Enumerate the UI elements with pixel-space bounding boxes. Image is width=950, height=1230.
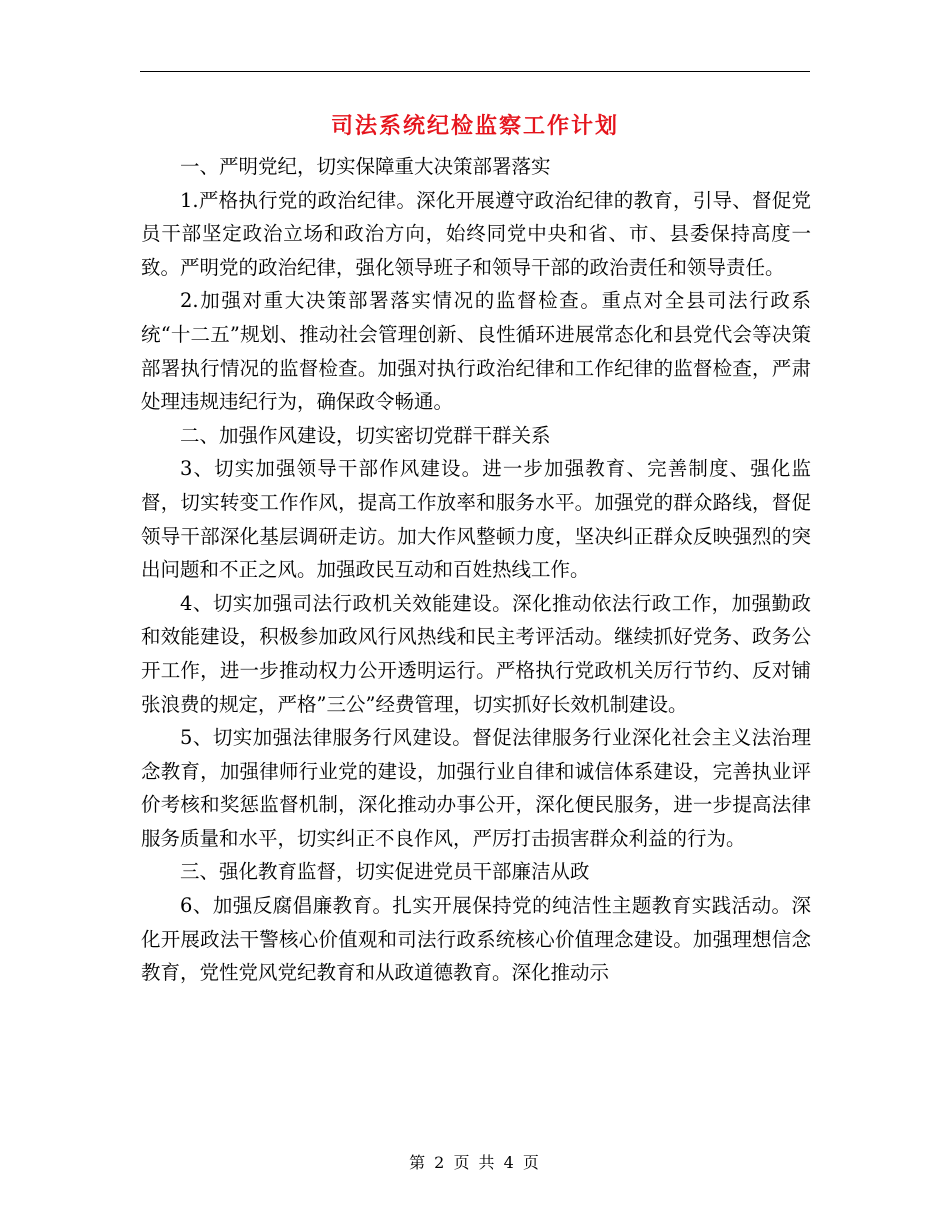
section-heading-3: 三、强化教育监督，切实促进党员干部廉洁从政: [180, 860, 590, 884]
document-title: 司法系统纪检监察工作计划: [330, 113, 619, 139]
header-rule: [140, 71, 810, 72]
section-heading-1: 一、严明党纪，切实保障重大决策部署落实: [180, 155, 551, 178]
paragraph: 1.严格执行党的政治纪律。深化开展遵守政治纪律的教育，引导、督促党员干部坚定政治立场和政治方向，始终同党中央和省、市、县委保持高度一致。严明党的政治纪律，强化领导班子和领导干部的政治责任和领导责任。: [141, 188, 811, 279]
page-footer: 第 2 页 共 4 页: [409, 1153, 541, 1172]
paragraph: 3、切实加强领导干部作风建设。进一步加强教育、完善制度、强化监督，切实转变工作作风，提高工作放率和服务水平。加强党的群众路线，督促领导干部深化基层调研走访。加大作风整顿力度，坚决纠正群众反映强烈的突出问题和不正之风。加强政民互动和百姓热线工作。: [141, 457, 811, 582]
section-heading-2: 二、加强作风建设，切实密切党群干群关系: [180, 423, 551, 447]
paragraph: 5、切实加强法律服务行风建设。督促法律服务行业深化社会主义法治理念教育，加强律师行业党的建设，加强行业自律和诚信体系建设，完善执业评价考核和奖惩监督机制，深化推动办事公开，深化便民服务，进一步提高法律服务质量和水平，切实纠正不良作风，严厉打击损害群众利益的行为。: [141, 726, 811, 850]
paragraph: 6、加强反腐倡廉教育。扎实开展保持党的纯洁性主题教育实践活动。深化开展政法干警核心价值观和司法行政系统核心价值理念建设。加强理想信念教育，党性党风党纪教育和从政道德教育。深化推动示: [141, 894, 811, 985]
document-body: [141, 150, 811, 990]
paragraph: 4、切实加强司法行政机关效能建设。深化推动依法行政工作，加强勤政和效能建设，积极参加政风行风热线和民主考评活动。继续抓好党务、政务公开工作，进一步推动权力公开透明运行。严格执行党政机关厉行节约、反对铺张浪费的规定，严格”三公”经费管理，切实抓好长效机制建设。: [141, 591, 811, 716]
paragraph: 2.加强对重大决策部署落实情况的监督检查。重点对全县司法行政系统“十二五”规划、推动社会管理创新、良性循环进展常态化和县党代会等决策部署执行情况的监督检查。加强对执行政治纪律和工作纪律的监督检查，严肃处理违规违纪行为，确保政令畅通。: [141, 289, 811, 414]
